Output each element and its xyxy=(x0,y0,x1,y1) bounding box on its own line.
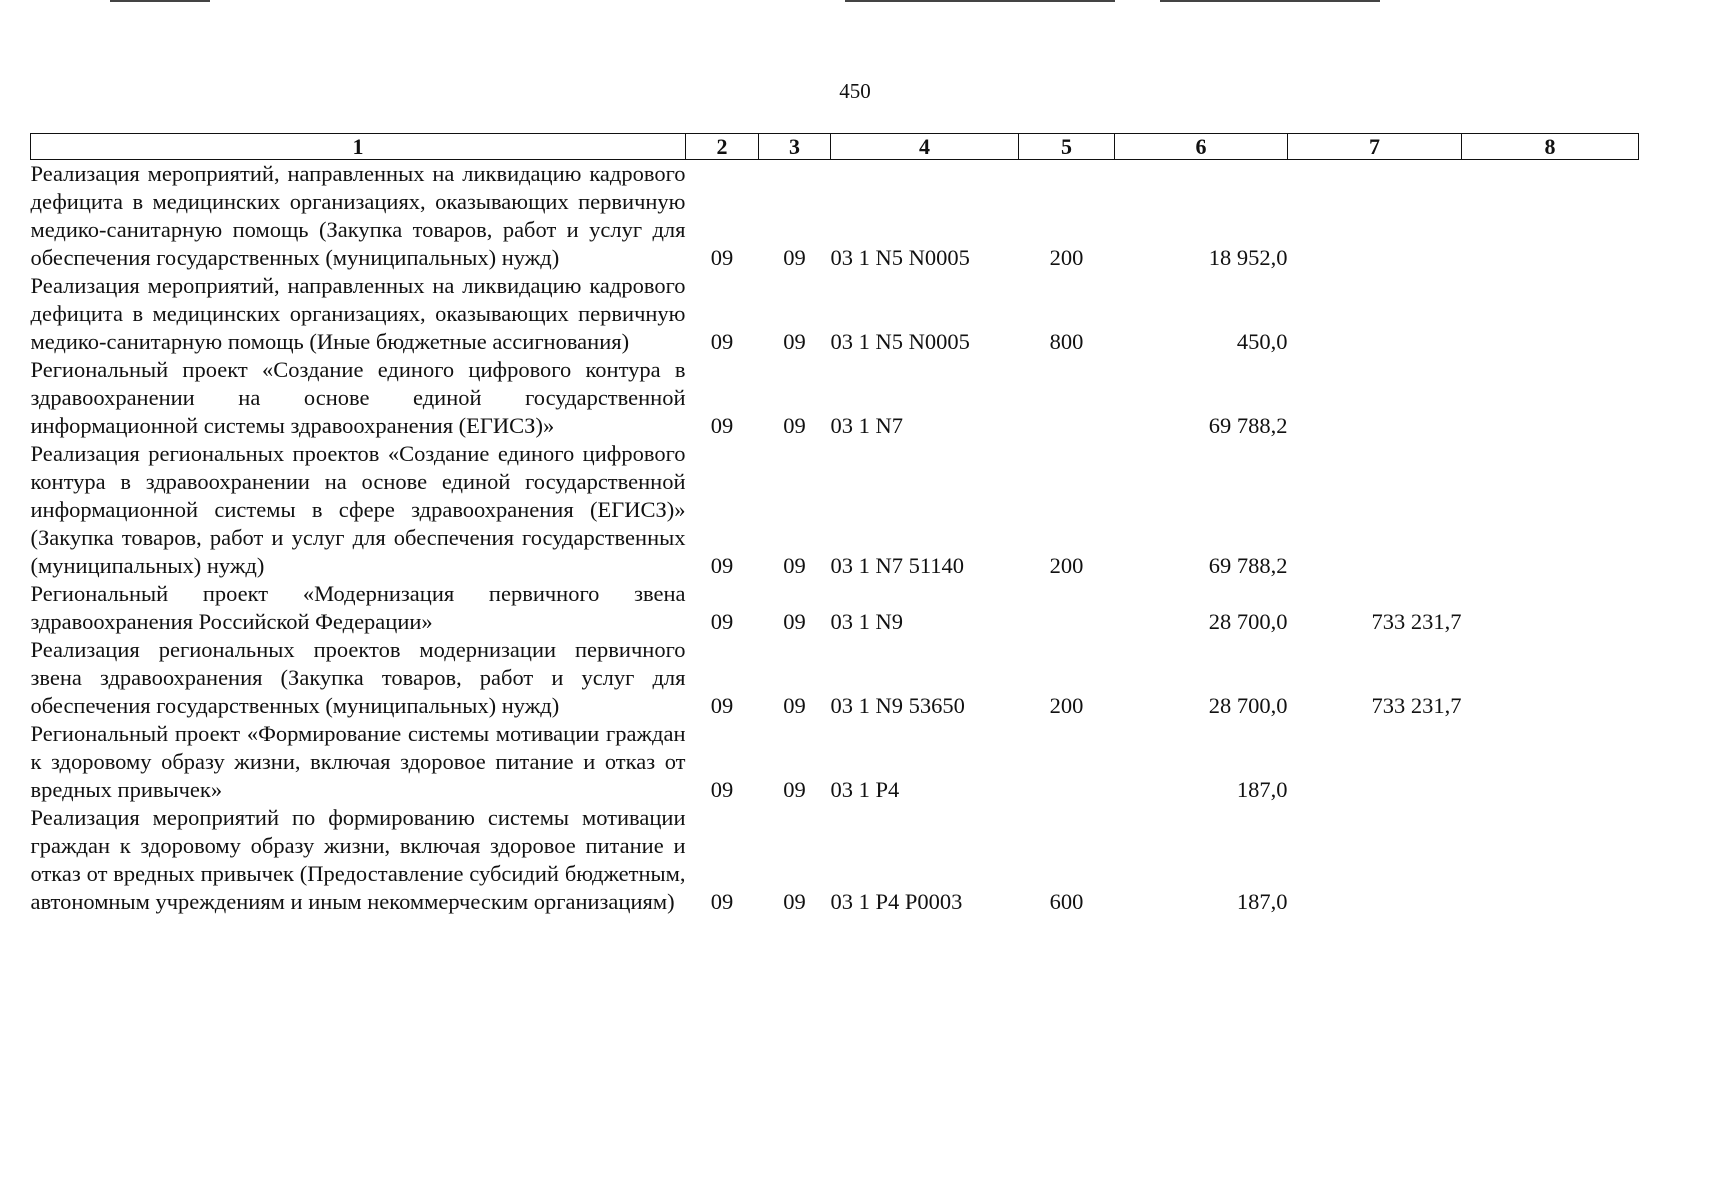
scan-edge-mark xyxy=(845,0,1115,2)
table-row xyxy=(31,160,1639,273)
row-subsection: 09 xyxy=(783,553,806,578)
row-section: 09 xyxy=(710,553,734,578)
row-name: Реализация мероприятий, направленных на ликвидацию кадрового дефицита в медицинских организациях, оказывающих первичную медико-санитарную помощь (Закупка товаров, работ и услуг для обеспечения государственных (муниципальных) нужд) xyxy=(30,161,686,270)
row-amount-col7: 733 231,7 xyxy=(1371,693,1462,718)
page-number: 450 xyxy=(839,79,871,103)
header-col-2: 2 xyxy=(686,134,759,160)
scan-edge-mark xyxy=(1160,0,1380,2)
header-col-1: 1 xyxy=(31,134,686,160)
row-amount-col8 xyxy=(1462,160,1639,273)
row-name: Реализация региональных проектов «Создание единого цифрового контура в здравоохранении на основе единой государственной информационной системы в сфере здравоохранения (ЕГИСЗ)» (Закупка товаров, работ и услуг для обеспечения государственных (муниципальных) нужд) xyxy=(30,441,686,578)
row-subsection: 09 xyxy=(783,329,806,354)
row-section: 09 xyxy=(710,889,734,914)
table-row xyxy=(31,720,1639,804)
row-target-code: 03 1 N9 53650 xyxy=(830,693,965,718)
row-name: Региональный проект «Создание единого цифрового контура в здравоохранении на основе единой государственной информационной системы здравоохранения (ЕГИСЗ)» xyxy=(30,357,686,438)
row-name: Реализация мероприятий, направленных на ликвидацию кадрового дефицита в медицинских организациях, оказывающих первичную медико-санитарную помощь (Иные бюджетные ассигнования) xyxy=(30,273,686,354)
row-subsection: 09 xyxy=(783,889,806,914)
table-row xyxy=(31,356,1639,440)
row-amount-col7: 733 231,7 xyxy=(1371,609,1462,634)
row-expense-kind: 200 xyxy=(1049,553,1084,578)
header-col-4: 4 xyxy=(831,134,1019,160)
table-row xyxy=(31,580,1639,636)
row-name: Реализация региональных проектов модернизации первичного звена здравоохранения (Закупка товаров, работ и услуг для обеспечения государственных (муниципальных) нужд) xyxy=(30,637,686,718)
row-expense-kind: 200 xyxy=(1049,693,1084,718)
row-amount-col8 xyxy=(1462,440,1639,580)
row-section: 09 xyxy=(710,245,734,270)
row-target-code: 03 1 N5 N0005 xyxy=(830,329,970,354)
row-target-code: 03 1 N5 N0005 xyxy=(830,245,970,270)
row-section: 09 xyxy=(710,777,734,802)
row-amount-col8 xyxy=(1462,804,1639,916)
header-col-8: 8 xyxy=(1462,134,1639,160)
table-header-row xyxy=(31,134,1639,160)
scan-edge-mark xyxy=(110,0,210,2)
row-amount-col8 xyxy=(1462,636,1639,720)
row-section: 09 xyxy=(710,609,734,634)
row-subsection: 09 xyxy=(783,245,806,270)
row-amount-col7 xyxy=(1288,440,1462,580)
row-amount-col7 xyxy=(1288,720,1462,804)
row-expense-kind xyxy=(1019,720,1115,804)
header-col-5: 5 xyxy=(1019,134,1115,160)
row-target-code: 03 1 P4 xyxy=(830,777,900,802)
row-target-code: 03 1 N7 51140 xyxy=(830,553,965,578)
row-expense-kind xyxy=(1019,356,1115,440)
row-subsection: 09 xyxy=(783,777,806,802)
row-name: Региональный проект «Модернизация первичного звена здравоохранения Российской Федерации» xyxy=(30,581,686,634)
row-name: Региональный проект «Формирование системы мотивации граждан к здоровому образу жизни, включая здоровое питание и отказ от вредных привычек» xyxy=(30,721,686,802)
row-target-code: 03 1 P4 P0003 xyxy=(830,889,963,914)
row-target-code: 03 1 N7 xyxy=(830,413,903,438)
row-amount-col8 xyxy=(1462,720,1639,804)
row-expense-kind: 600 xyxy=(1049,889,1084,914)
row-amount-col8 xyxy=(1462,272,1639,356)
row-amount-col8 xyxy=(1462,356,1639,440)
table-row xyxy=(31,636,1639,720)
row-expense-kind: 800 xyxy=(1049,329,1084,354)
row-expense-kind xyxy=(1019,580,1115,636)
row-section: 09 xyxy=(710,693,734,718)
row-subsection: 09 xyxy=(783,609,806,634)
row-target-code: 03 1 N9 xyxy=(830,609,903,634)
budget-table xyxy=(30,133,1639,916)
table-row xyxy=(31,440,1639,580)
row-amount-col6: 187,0 xyxy=(1236,889,1288,914)
row-amount-col7 xyxy=(1288,356,1462,440)
row-subsection: 09 xyxy=(783,693,806,718)
row-section: 09 xyxy=(710,413,734,438)
row-amount-col6: 18 952,0 xyxy=(1208,245,1288,270)
row-amount-col6: 69 788,2 xyxy=(1208,553,1288,578)
row-amount-col6: 69 788,2 xyxy=(1208,413,1288,438)
row-amount-col7 xyxy=(1288,160,1462,273)
row-amount-col6: 28 700,0 xyxy=(1208,693,1288,718)
row-amount-col6: 450,0 xyxy=(1236,329,1288,354)
header-col-7: 7 xyxy=(1288,134,1462,160)
row-amount-col8 xyxy=(1462,580,1639,636)
table-row xyxy=(31,804,1639,916)
row-amount-col6: 187,0 xyxy=(1236,777,1288,802)
header-col-3: 3 xyxy=(759,134,831,160)
row-subsection: 09 xyxy=(783,413,806,438)
row-expense-kind: 200 xyxy=(1049,245,1084,270)
row-name: Реализация мероприятий по формированию системы мотивации граждан к здоровому образу жизни, включая здоровое питание и отказ от вредных привычек (Предоставление субсидий бюджетным, автономным учреждениям и иным некоммерческим организациям) xyxy=(30,805,686,914)
header-col-6: 6 xyxy=(1115,134,1288,160)
row-amount-col6: 28 700,0 xyxy=(1208,609,1288,634)
table-row xyxy=(31,272,1639,356)
row-section: 09 xyxy=(710,329,734,354)
row-amount-col7 xyxy=(1288,804,1462,916)
row-amount-col7 xyxy=(1288,272,1462,356)
